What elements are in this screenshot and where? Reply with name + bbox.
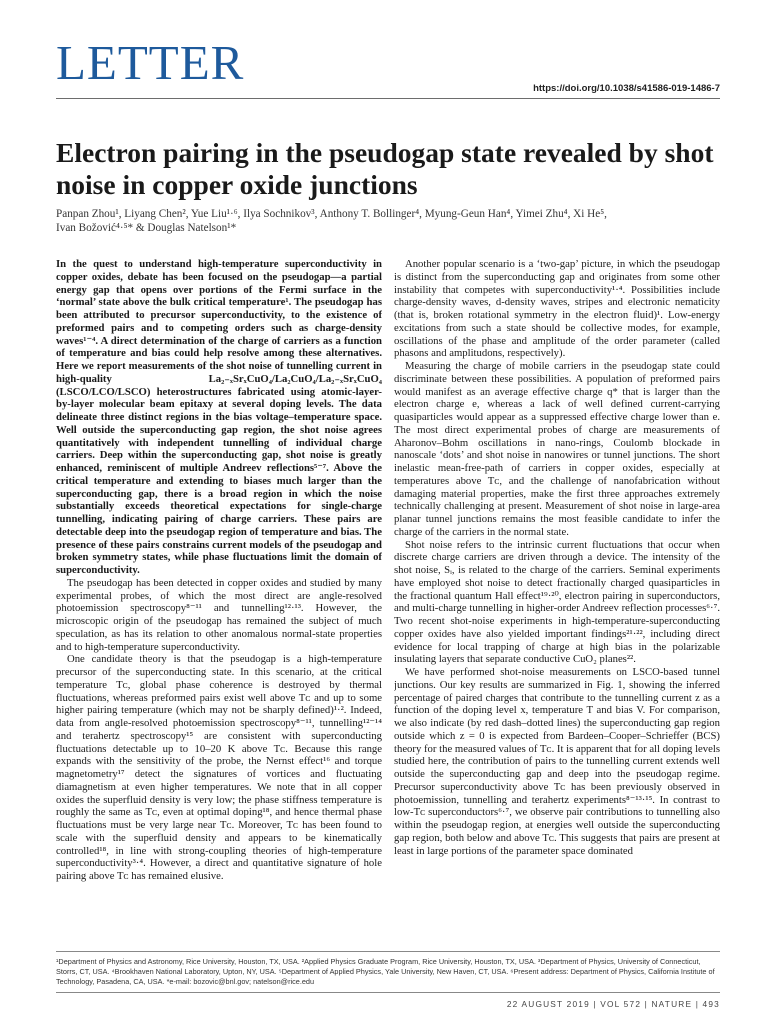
header-divider	[56, 98, 720, 99]
abstract: In the quest to understand high-temperature superconductivity in copper oxides, debate has been focused on the pseudogap—a partial energy gap that opens over portions of the Fermi surface in the ‘normal’ state above the bulk critical temperature¹. The pseudogap has been attributed to precursor superconductivity, to the existence of preformed pairs and to competing orders such as charge-density waves¹⁻⁴. A direct determination of the charge of carriers as a function of temperature and bias could help resolve among these alternatives. Here we report measurements of the shot noise of tunnelling current in high-quality La₂₋ₓSrₓCuO₄/La₂CuO₄/La₂₋ₓSrₓCuO₄ (LSCO/LCO/LSCO) heterostructures fabricated using atomic-layer-by-layer molecular beam epitaxy at several doping levels. The data delineate three distinct regions in the bias voltage–temperature space. Well outside the superconducting gap region, the shot noise agrees quantitatively with independent tunnelling of individual charge carriers. Deep within the superconducting gap, shot noise is greatly enhanced, reminiscent of multiple Andreev reflections⁵⁻⁷. Above the critical temperature and extending to biases much larger than the superconducting gap, there is a broad region in which the noise substantially exceeds theoretical expectations for single-charge tunnelling, indicating pairing of charge carriers. These pairs are detectable deep into the pseudogap region of temperature and bias. The presence of these pairs constrains current models of the pseudogap and broken symmetry states, while phase fluctuations limit the domain of superconductivity.	[56, 258, 382, 576]
footer-divider	[56, 992, 720, 993]
right-column	[394, 258, 720, 948]
body-paragraph: One candidate theory is that the pseudogap is a high-temperature precursor of the superconducting state. In this scenario, at the critical temperature Tᴄ, global phase coherence is destroyed by thermal fluctuations, whereas preformed pairs exist well above Tᴄ and up to some higher pairing temperature (which may not be sharply defined)¹·². Indeed, data from angle-resolved photoemission spectroscopy⁸⁻¹¹, tunnelling¹²⁻¹⁴ and terahertz spectroscopy¹⁵ are consistent with superconducting fluctuations detectable up to 10–20 K above Tᴄ. Because this range expands with the sensitivity of the probe, the Nernst effect¹⁶ and torque magnetometry¹⁷ detect the signatures of vortices and fluctuating diamagnetism at even higher temperatures. We note that in all copper oxides the superfluid density is very low; the phase stiffness temperature is roughly the same as Tᴄ, even at optimal doping¹⁸, and hence thermal phase fluctuations must be very large near Tᴄ. Moreover, Tᴄ has been found to scale with the superfluid density and appears to be kinematically controlled¹⁸, in line with strong-coupling theories of high-temperature superconductivity³·⁴. However, a direct and quantitative signature of hole pairing above Tᴄ has remained elusive.	[56, 653, 382, 882]
left-column	[56, 258, 382, 948]
affiliations-footnote: ¹Department of Physics and Astronomy, Rice University, Houston, TX, USA. ²Applied Physics Graduate Program, Rice University, Houston, TX, USA. ³Department of Physics, University of Connecticut, Storrs, CT, USA. ⁴Brookhaven National Laboratory, Upton, NY, USA. ⁵Department of Applied Physics, Yale University, New Haven, CT, USA. ⁶Present address: Department of Physics, California Institute of Technology, Pasadena, CA, USA. *e-mail: bozovic@bnl.gov; natelson@rice.edu	[56, 951, 720, 987]
article-title: Electron pairing in the pseudogap state revealed by shot noise in copper oxide junctions	[56, 137, 714, 200]
body-paragraph: Measuring the charge of mobile carriers in the pseudogap state could discriminate between these possibilities. A population of preformed pairs would manifest as an average effective charge q* that is larger than the electron charge e, whereas a lack of well defined current-carrying quasiparticles would appear as a suppressed effective charge lower than e. The most direct experimental probes of charge are measurements of Aharonov–Bohm oscillations in nano-rings, Coulomb blockade in nanoscale ‘dots’ and shot noise in nanowires or tunnel junctions. The short inelastic mean-free-path of carriers in copper oxides, especially at temperatures above Tᴄ, and the challenge of nanofabrication without damaging material properties, make the first three approaches extremely technically challenging at present. Measurement of shot noise in large-area planar tunnel junctions remains the most feasible candidate to infer the charge of the carriers in the normal state.	[394, 360, 720, 538]
body-paragraph: Another popular scenario is a ‘two-gap’ picture, in which the pseudogap is distinct from the superconducting gap and originates from some other instability that competes with superconductivity¹·⁴. Possibilities include charge-density waves, d-density waves, stripes and electronic nematicity (that is, broken rotational symmetry in the electron fluid)¹. Low-energy excitations from such a state should be collective modes, for example, oscillations of the phase and amplitude of the order parameter (called phasons and amplitudons, respectively).	[394, 258, 720, 360]
body-paragraph: The pseudogap has been detected in copper oxides and studied by many experimental probes, of which the most direct are angle-resolved photoemission spectroscopy⁸⁻¹¹ and tunnelling¹²·¹³. However, the microscopic origin of the pseudogap has remained the subject of much speculation, as has its relation to other anomalous normal-state properties and to high-temperature superconductivity.	[56, 576, 382, 653]
author-line-1: Panpan Zhou¹, Liyang Chen², Yue Liu¹·⁶, Ilya Sochnikov³, Anthony T. Bollinger⁴, Myung-Geun Han⁴, Yimei Zhu⁴, Xi He⁵,	[56, 208, 607, 220]
doi-link[interactable]: https://doi.org/10.1038/s41586-019-1486-7	[533, 83, 720, 94]
body-paragraph: Shot noise refers to the intrinsic current fluctuations that occur when discrete charge carriers are driven through a device. The intensity of the shot noise, Sᵢ, is related to the charge of the carriers. Seminal experiments have employed shot noise to detect fractionally charged quasiparticles in the fractional quantum Hall effect¹⁹·²⁰, electron pairing in superconductors, and multi-charge tunnelling in higher-order Andreev reflection processes⁶·⁷. Two recent shot-noise experiments in high-temperature-superconducting copper oxides have also yielded important findings²¹·²², including direct evidence for local trapping of charge at high bias in the polarizable insulating layers that separate conductive CuO₂ planes²².	[394, 538, 720, 666]
body-columns	[56, 258, 720, 948]
page-folio: 22 AUGUST 2019 | VOL 572 | NATURE | 493	[506, 999, 720, 1009]
author-list	[56, 207, 720, 235]
author-line-2: Ivan Božović⁴·⁵* & Douglas Natelson¹*	[56, 222, 237, 234]
journal-section-label: LETTER	[56, 35, 245, 90]
body-paragraph: We have performed shot-noise measurements on LSCO-based tunnel junctions. Our key results are summarized in Fig. 1, showing the inferred percentage of paired charges that contribute to the tunnelling current z as a function of the doping level x, temperature T and bias V. For comparison, we also indicate (by red dash–dotted lines) the superconducting gap region outside which z = 0 is expected from Bardeen–Cooper–Schrieffer (BCS) theory for the measured values of Tᴄ. It is apparent that for all doping levels studied here, the contribution of pairs to the tunnelling current extends well outside the superconducting gap and deep into the pseudogap regime. Precursor superconductivity above Tᴄ has been previously observed in photoemission, tunnelling and terahertz experiments⁸⁻¹³·¹⁵. In contrast to low-Tᴄ superconductors⁶·⁷, we observe pair contributions to tunnelling also within the pseudogap region, at energies well outside the superconducting gap region, both below and above Tᴄ. This suggests that pairs are present at least in large portions of the parameter space dominated	[394, 666, 720, 857]
